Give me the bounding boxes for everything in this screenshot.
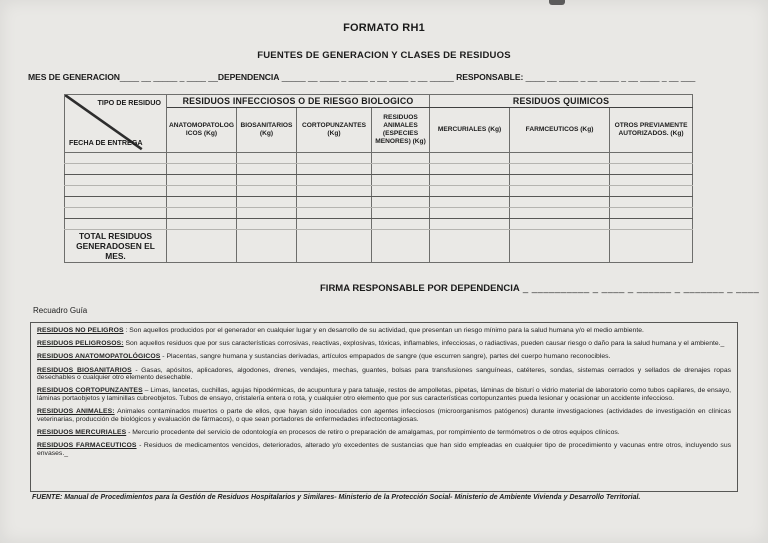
column-header-biosanitarios: BIOSANITARIOS (Kg) [237,108,297,153]
empty-cell [372,219,430,230]
guide-term: RESIDUOS ANIMALES: [37,408,115,416]
guide-text: Son aquellos residuos que por sus características corrosivas, reactivas, explosivas, tóxicas, inflamables, infecciosas, o radiactivas, pueden causar riesgo o daño para la salud humana y el ambiente._ [123,340,725,348]
residuos-table [64,94,693,263]
guide-term: RESIDUOS BIOSANITARIOS [37,366,132,374]
guide-text: - Gasas, apósitos, aplicadores, algodones, drenes, vendajes, mechas, guantes, bolsas para transfusiones sanguíneas, catéteres, sondas, sistemas cerrados y sellados de drenajes ropas desechables o cualquier otro elemento desechable. [37,366,732,382]
empty-cell [167,175,237,186]
column-header-otros-autorizados: OTROS PREVIAMENTE AUTORIZADOS. (Kg) [610,108,693,153]
guide-term: RESIDUOS NO PELIGROS [37,327,124,334]
guide-term: RESIDUOS ANATOMOPATOLÓGICOS [37,353,161,361]
empty-cell [510,164,610,175]
fuente-note: FUENTE: Manual de Procedimientos para la Gestión de Residuos Hospitalarios y Similares- Ministerio de la Protección Social- Ministerio de Ambiente Vivienda y Desarrollo Territorial. [32,494,641,501]
empty-cell [372,164,430,175]
empty-cell [167,186,237,197]
empty-cell [237,208,297,219]
scan-artifact-mark [549,0,565,5]
guide-term: RESIDUOS FARMACEUTICOS [37,442,137,450]
empty-cell [610,164,693,175]
dependencia-label: DEPENDENCIA [217,72,280,82]
empty-cell [65,219,167,230]
column-header-cortopunzantes: CORTOPUNZANTES (Kg) [297,108,372,153]
empty-cell [510,197,610,208]
empty-cell [610,186,693,197]
mes-generacion-label: MES DE GENERACION [28,72,120,82]
total-cell [430,230,510,263]
empty-cell [237,175,297,186]
total-cell [297,230,372,263]
empty-cell [372,208,430,219]
column-header-anatomopatologicos: ANATOMOPATOLOGICOS (Kg) [167,108,237,153]
guide-item-animales [37,408,731,423]
form-fields-line [28,72,750,82]
empty-cell [65,186,167,197]
empty-cell [297,197,372,208]
guide-term: RESIDUOS CORTOPUNZANTES [37,387,143,395]
empty-cell [237,153,297,164]
empty-cell [372,153,430,164]
empty-cell [430,208,510,219]
group-header-residuos-quimicos: RESIDUOS QUIMICOS [430,95,693,108]
empty-cell [237,186,297,197]
empty-cell [610,153,693,164]
total-cell [610,230,693,263]
empty-cell [510,208,610,219]
empty-cell [430,219,510,230]
total-cell [372,230,430,263]
empty-cell [372,175,430,186]
column-header-residuos-animales: RESIDUOS ANIMALES (ESPECIES MENORES) (Kg) [372,108,430,153]
empty-cell [167,219,237,230]
empty-cell [65,208,167,219]
total-residuos-label: TOTAL RESIDUOS GENERADOSEN EL MES. [65,230,167,263]
tipo-de-residuo-label: TIPO DE RESIDUO [97,98,161,107]
empty-cell [430,175,510,186]
mes-generacion-fill-line: ____ __ _____ _ ____ __ [119,72,218,82]
empty-cell [65,197,167,208]
empty-cell [610,197,693,208]
empty-cell [297,208,372,219]
empty-cell [430,197,510,208]
empty-data-row [65,219,693,230]
empty-cell [510,175,610,186]
empty-cell [610,208,693,219]
fecha-de-entrega-label: FECHA DE ENTREGA [69,138,143,147]
firma-responsable-label: FIRMA RESPONSABLE POR DEPENDENCIA [320,283,520,294]
empty-cell [167,208,237,219]
guide-item-anatomopatologicos [37,353,731,361]
guide-text: - Residuos de medicamentos vencidos, deteriorados, alterado y/o excedentes de sustancias que han sido empleadas en cualquier tipo de procedimiento y vacunas entre otros, incluyendo sus envases._ [37,442,731,457]
guide-item-mercuriales [37,429,731,437]
corner-cell [65,95,167,153]
empty-cell [65,164,167,175]
empty-cell [65,175,167,186]
guide-term: RESIDUOS PELIGROSOS: [37,340,124,348]
empty-cell [297,186,372,197]
empty-cell [372,186,430,197]
empty-data-row [65,175,693,186]
column-header-mercuriales: MERCURIALES (Kg) [430,108,510,153]
empty-data-row [65,164,693,175]
guide-item-biosanitarios [37,367,731,382]
empty-data-row [65,186,693,197]
dependencia-fill-line: _____ __ ____ _ ____ _ __ ____ _ __ _____ [279,72,457,82]
guide-item-peligrosos [37,340,731,348]
empty-cell [610,175,693,186]
form-subtitle: FUENTES DE GENERACION Y CLASES DE RESIDUOS [257,50,511,61]
recuadro-guia-box [30,322,738,492]
responsable-fill-line: ____ __ ____ _ __ ____ _ __ ____ _ __ ___ [523,72,696,82]
empty-cell [297,219,372,230]
guide-text: - Placentas, sangre humana y sustancias derivadas, artículos empapados de sangre (que escurren sangre), partes del cuerpo humano reconocibles. [160,353,611,361]
recuadro-guia-caption: Recuadro Guía [33,306,88,315]
empty-cell [430,164,510,175]
empty-cell [510,153,610,164]
guide-text: – Limas, lancetas, cuchillas, agujas hipodérmicas, de acupuntura y para tatuaje, restos de ampolletas, pipetas, láminas de bisturí o vidrio material de laboratorio como tubos capilares, de ensayo, láminas portaobjetos y laminillas cubreobjetos. Tubos de ensayo, cristalería entera o rota, y cualquier otro elemento que por sus características cortopunzantes pueda lesionar y ocasionar un accidente infeccioso. [37,387,731,402]
empty-cell [510,186,610,197]
empty-cell [167,197,237,208]
empty-cell [297,164,372,175]
empty-cell [610,219,693,230]
firma-responsable-line [320,283,759,294]
firma-fill-line: _ __________ _ ____ _ ______ _ _______ _ ____ [519,283,760,294]
empty-cell [372,197,430,208]
empty-cell [297,153,372,164]
empty-cell [167,153,237,164]
empty-cell [297,175,372,186]
empty-cell [430,153,510,164]
empty-cell [167,164,237,175]
guide-item-farmaceuticos [37,442,731,457]
column-header-farmceuticos: FARMCEUTICOS (Kg) [510,108,610,153]
empty-cell [510,219,610,230]
empty-data-row [65,208,693,219]
empty-cell [237,219,297,230]
empty-cell [237,197,297,208]
total-cell [510,230,610,263]
responsable-label: RESPONSABLE: [456,72,524,82]
guide-item-no-peligrosos [37,327,731,335]
empty-cell [237,164,297,175]
empty-data-row [65,153,693,164]
guide-term: RESIDUOS MERCURIALES [37,428,127,436]
total-cell [167,230,237,263]
empty-cell [65,153,167,164]
guide-text: : Son aquellos producidos por el generador en cualquier lugar y en desarrollo de su actividad, que presentan un riesgo mínimo para la salud humana y/o el medio ambiente. [123,327,644,334]
guide-item-cortopunzantes [37,387,731,402]
guide-text: - Mercurio procedente del servicio de odontología en procesos de retiro o preparación de amalgamas, por rompimiento de termómetros o de otros equipos clínicos. [126,428,620,436]
total-cell [237,230,297,263]
empty-cell [430,186,510,197]
empty-data-row [65,197,693,208]
form-title: FORMATO RH1 [343,22,425,34]
group-header-residuos-infecciosos: RESIDUOS INFECCIOSOS O DE RIESGO BIOLOGICO [167,95,430,108]
guide-text: Animales contaminados muertos o parte de ellos, que hayan sido inoculados con agentes infecciosos (microorganismos patógenos) durante investigaciones (actividades de investigación en clínicas veterinarias, producción de biológicos y evaluación de fármacos), o que sean portadores de enfermedades infectocontagiosas. [37,408,731,423]
